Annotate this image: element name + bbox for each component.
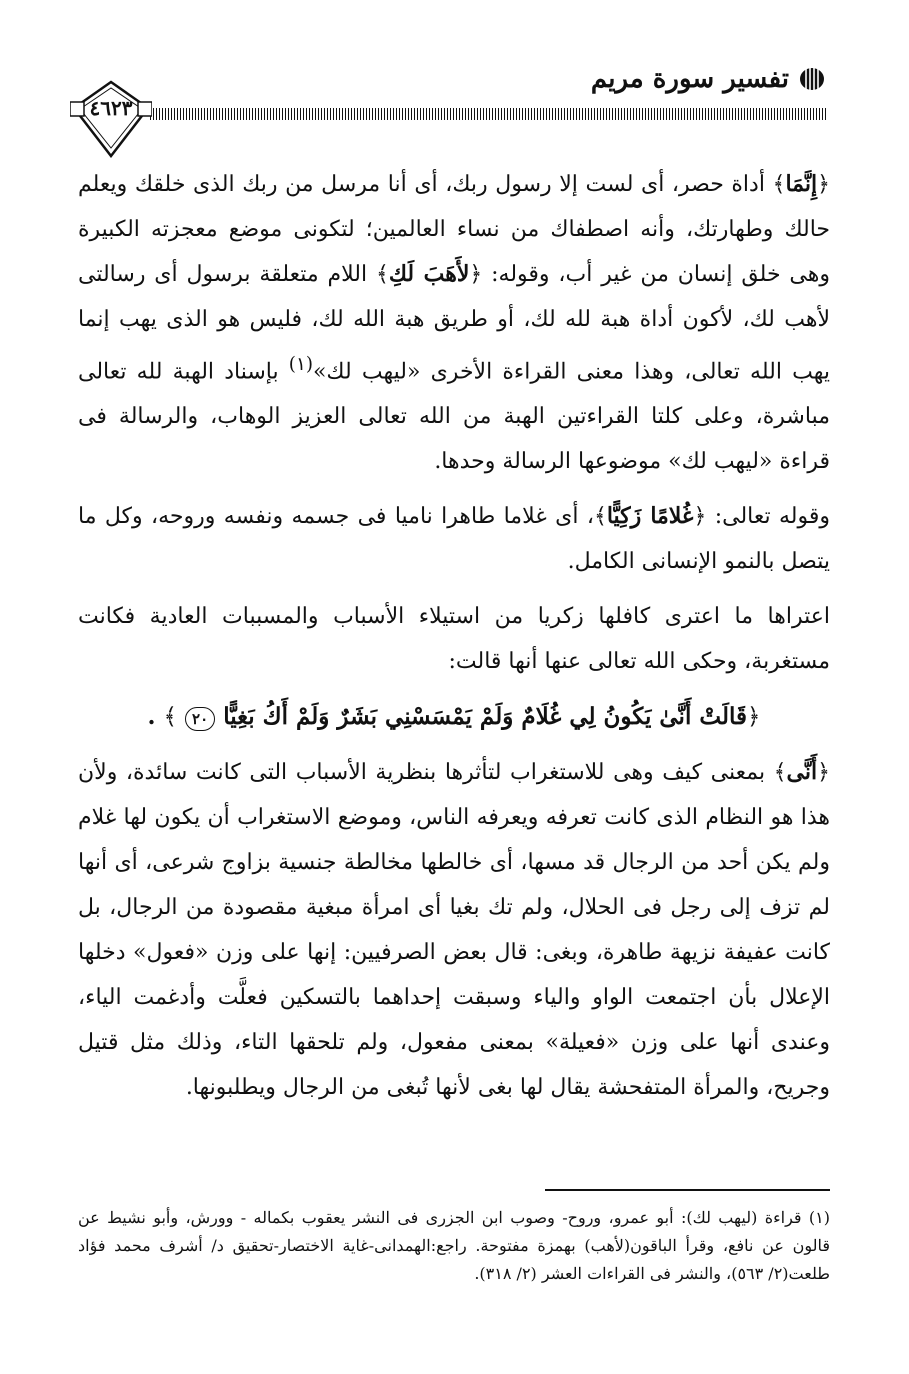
footnote: (١) قراءة (ليهب لك): أبو عمرو، وروح- وصوب ابن الجزرى فى النشر يعقوب بكماله - وورش، وأبو نشيط عن قالون عن نافع، وقرأ الباقون(لأهب) بهمزة مفتوحة. راجع:الهمدانى-غاية الاختصار-تحقيق د/ أشرف محمد فؤاد طلعت(٢/ ٥٦٣)، والنشر فى القراءات العشر (٢/ ٣١٨). (78, 1208, 830, 1283)
footnote-separator (545, 1189, 830, 1191)
page-body (78, 162, 830, 1120)
paragraph-2: وقوله تعالى: ﴿غُلامًا زَكِيًّا﴾، أى غلاما طاهرا ناميا فى جسمه ونفسه وروحه، وكل ما يتصل بالنمو الإنسانى الكامل. (78, 503, 831, 575)
quoted-word-innama: إِنَّمَا (785, 171, 818, 197)
paragraph-1: ﴿إِنَّمَا﴾ أداة حصر، أى لست إلا رسول ربك، أى أنا مرسل من ربك الذى خلقك ويعلم حالك وطهارتك، وأنه اصطفاك من نساء العالمين؛ لتكونى موضع معجزته الكبيرة وهى خلق إنسان من غير أب، وقوله: ﴿لأَهَبَ لَكِ﴾ اللام متعلقة برسول أى رسالتى لأهب لك، لأكون أداة هبة لله لك، أو طريق هبة الله لك، فليس هو الذى يهب إنما يهب الله تعالى، وهذا معنى القراءة الأخرى «ليهب لك»$^{(١)}$ بإسناد الهبة لله تعالى مباشرة، وعلى كلتا القراءتين الهبة من الله تعالى العزيز الوهاب، والرسالة فى قراءة «ليهب لك» موضوعها الرسالة وحدها. (78, 171, 830, 475)
running-title: تفسير سورة مريم (590, 64, 789, 94)
header-rule (150, 108, 828, 120)
quoted-word-li-ahaba: لأَهَبَ لَكِ (388, 261, 470, 287)
header-ornament-icon (797, 66, 827, 92)
page-number: ٤٦٢٣ (89, 96, 133, 120)
page-header (0, 0, 909, 170)
ayah-number-marker: ٢٠ (185, 707, 215, 731)
quoted-word-ghulam: غُلامًا زَكِيًّا (606, 503, 694, 530)
footnote-ref: (١) (288, 354, 313, 375)
paragraph-4: ﴿أَنَّى﴾ بمعنى كيف وهى للاستغراب لتأثرها بنظرية الأسباب التى كانت سائدة، ولأن هذا هو النظام الذى كانت تعرفه ويعرفه الناس، وموضع الاستغراب أن يكون لها غلام ولم يكن أحد من الرجال قد مسها، أى خالطها مخالطة جنسية بزاوج شرعى، أى أنها لم تزف إلى رجل فى الحلال، ولم تك بغيا أى امرأة مبغية مقصودة من الرجال، بل كانت عفيفة نزيهة طاهرة، وبغى: قال بعض الصرفيين: إنها على وزن «فعول» دخلها الإعلال بأن اجتمعت الواو والياء وسبقت إحداهما بالتسكين فعلَّت وأدغمت الياء، وعندى أنها على وزن «فعيلة» بمعنى مفعول، ولم تلحقها التاء، وذلك مثل قتيل وجريح، والمرأة المتفحشة يقال لها بغى لأنها تُبغى من الرجال ويطلبونها. (78, 759, 830, 1101)
paragraph-3: اعتراها ما اعترى كافلها زكريا من استيلاء الأسباب والمسببات العادية فكانت مستغربة، وحكى الله تعالى عنها أنها قالت: (78, 604, 830, 675)
quoted-word-anna: أَنَّى (786, 759, 818, 786)
quran-verse: ﴿قَالَتْ أَنَّىٰ يَكُونُ لِي غُلَامٌ وَلَمْ يَمْسَسْنِي بَشَرٌ وَلَمْ أَكُ بَغِيًّا ٢٠ ﴾ . (147, 703, 761, 731)
